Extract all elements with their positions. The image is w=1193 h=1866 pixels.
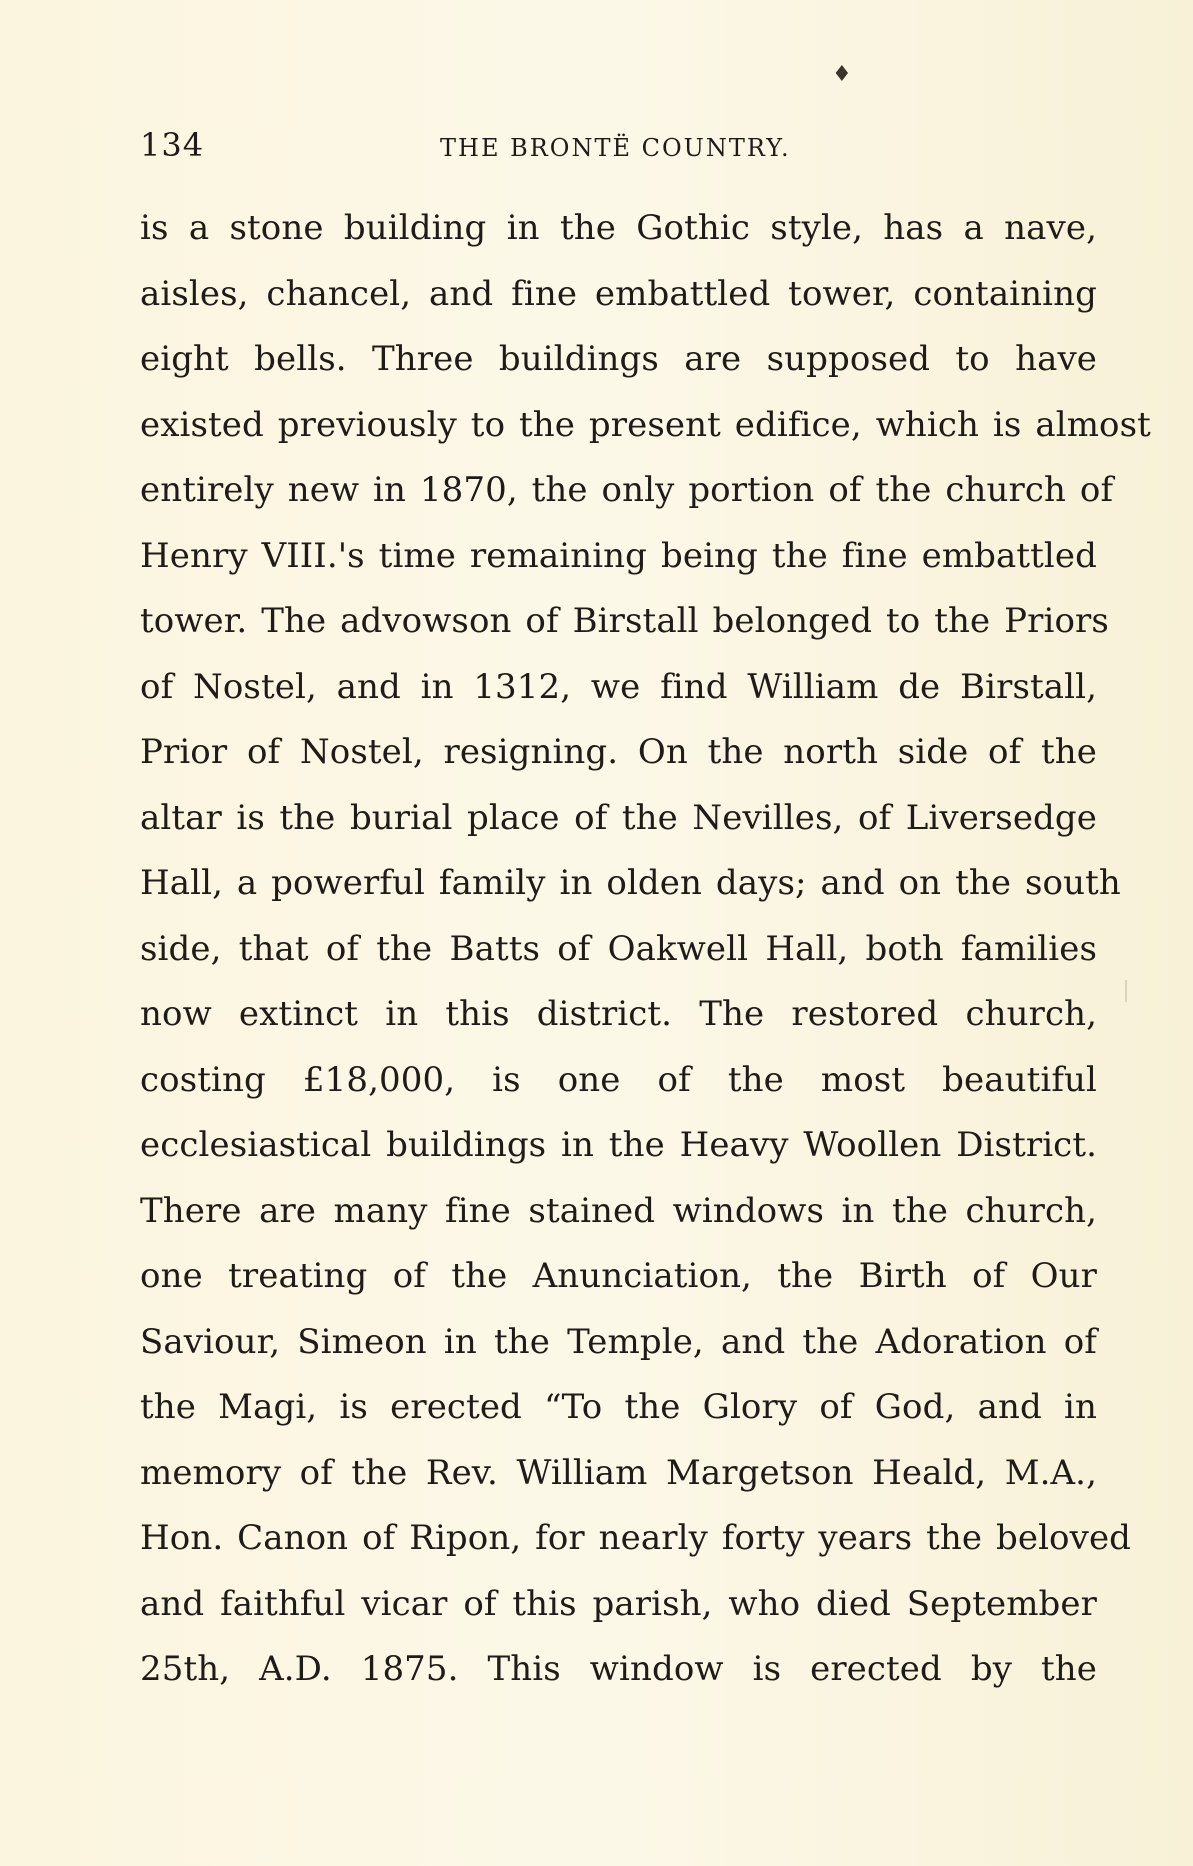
text-line-10: altar is the burial place of the Nevilles, of Liversedge (140, 797, 1097, 838)
text-line-4: existed previously to the present edifice, which is almost (140, 404, 1151, 445)
text-line-6: Henry VIII.'s time remaining being the fine embattled (140, 535, 1097, 576)
text-line-17: one treating of the Anunciation, the Birth of Our (140, 1256, 1097, 1296)
text-line-9: Prior of Nostel, resigning. On the north side of the (140, 732, 1097, 772)
text-line-16: There are many fine stained windows in the church, (140, 1190, 1097, 1231)
top-printer-mark: ♦ (832, 62, 852, 87)
text-line-5: entirely new in 1870, the only portion of the church of (140, 470, 1114, 510)
text-line-18: Saviour, Simeon in the Temple, and the Adoration of (140, 1321, 1097, 1362)
text-line-3: eight bells. Three buildings are supposed to have (140, 339, 1097, 379)
text-line-23: 25th, A.D. 1875. This window is erected by the (140, 1649, 1097, 1689)
text-line-19: the Magi, is erected “To the Glory of God, and in (140, 1387, 1097, 1427)
margin-mark (1125, 980, 1127, 1002)
text-line-14: costing £18,000, is one of the most beautiful (140, 1059, 1097, 1100)
text-line-2: aisles, chancel, and fine embattled tower, containing (140, 273, 1097, 314)
text-line-8: of Nostel, and in 1312, we find William de Birstall, (140, 666, 1097, 707)
page-header (140, 126, 1100, 166)
text-line-20: memory of the Rev. William Margetson Heald, M.A., (140, 1452, 1097, 1493)
text-line-11: Hall, a powerful family in olden days; and on the south (140, 863, 1121, 903)
running-head: THE BRONTË COUNTRY. (440, 134, 791, 162)
text-line-12: side, that of the Batts of Oakwell Hall, both families (140, 928, 1097, 969)
page-number: 134 (140, 126, 205, 164)
text-line-15: ecclesiastical buildings in the Heavy Woollen District. (140, 1125, 1097, 1165)
text-line-13: now extinct in this district. The restored church, (140, 994, 1097, 1034)
body-text (140, 196, 1151, 1703)
text-line-22: and faithful vicar of this parish, who died September (140, 1583, 1097, 1624)
text-line-1: is a stone building in the Gothic style, has a nave, (140, 208, 1097, 248)
text-line-21: Hon. Canon of Ripon, for nearly forty years the beloved (140, 1518, 1132, 1558)
text-line-7: tower. The advowson of Birstall belonged to the Priors (140, 601, 1109, 641)
